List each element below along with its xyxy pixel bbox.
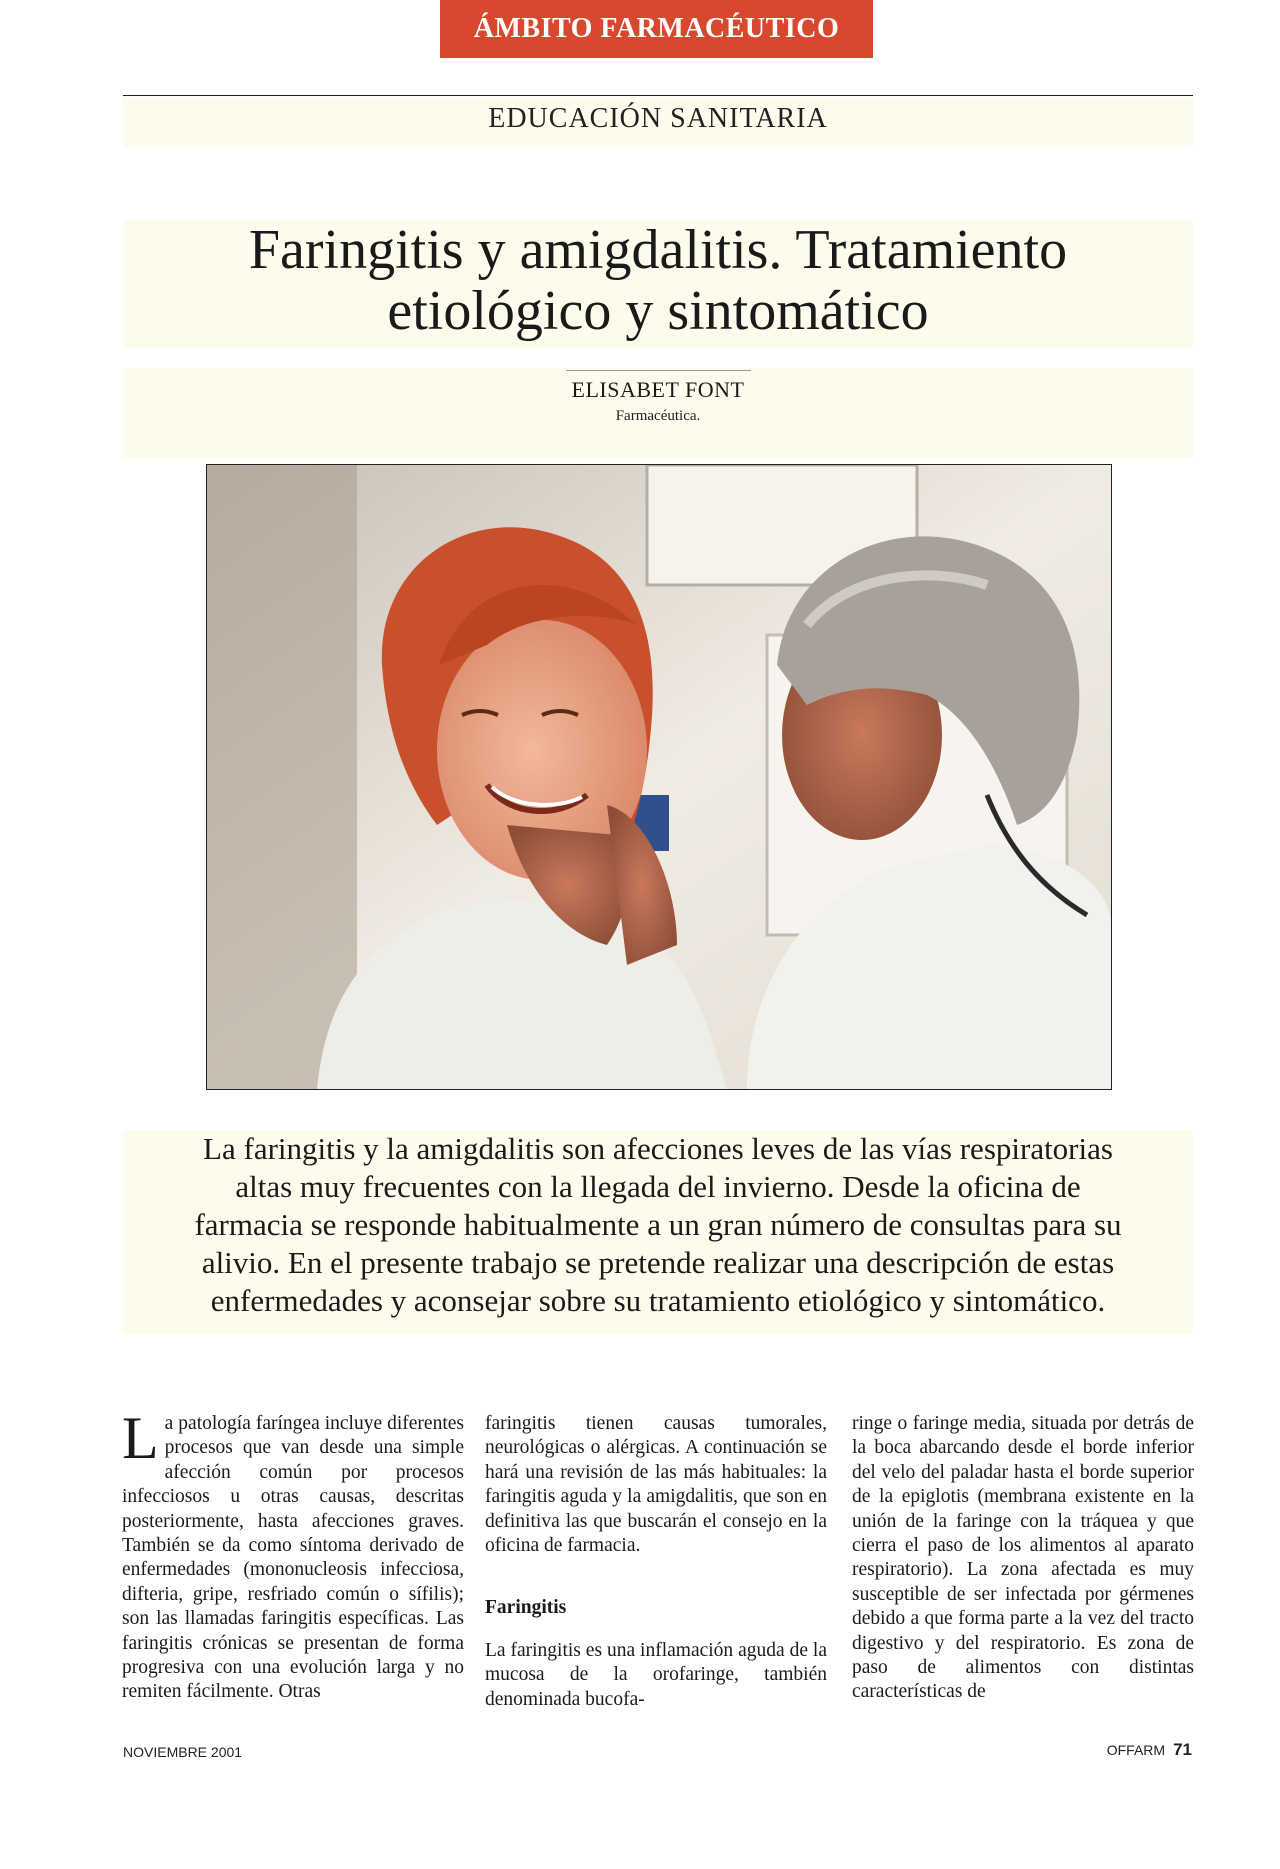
page-number: 71 <box>1173 1740 1192 1759</box>
body-column-1 <box>122 1405 464 1705</box>
body-paragraph-1 <box>122 1405 464 1705</box>
lead-line-1: La faringitis y la amigdalitis son afecciones leves de las vías respiratorias <box>203 1131 1113 1166</box>
dropcap: L <box>122 1405 159 1471</box>
body-column-3 <box>852 1412 1194 1705</box>
top-rule <box>123 95 1193 96</box>
article-title <box>123 220 1193 342</box>
section-kicker: EDUCACIÓN SANITARIA <box>123 97 1193 147</box>
body-paragraph-3: La faringitis es una inflamación aguda de la mucosa de la orofaringe, también denominada bucofa- <box>485 1639 827 1710</box>
journal-name: OFFARM <box>1106 1742 1166 1758</box>
photo-illustration <box>207 465 1111 1089</box>
footer-journal <box>1107 1740 1192 1760</box>
lead-band <box>123 1130 1193 1334</box>
body-column-2 <box>485 1412 827 1712</box>
author-name: ELISABET FONT <box>571 377 745 402</box>
lead-line-4: alivio. En el presente trabajo se pretende realizar una descripción de estas <box>201 1245 1115 1280</box>
lead-line-5: enfermedades y aconsejar sobre su tratamiento etiológico y sintomático. <box>210 1283 1106 1318</box>
lead-line-2: altas muy frecuentes con la llegada del invierno. Desde la oficina de <box>235 1169 1081 1204</box>
author-rule <box>566 370 751 371</box>
article-body <box>122 1405 1194 1724</box>
title-band <box>123 220 1193 348</box>
article-photo <box>206 464 1112 1090</box>
body-text-col1: a patología faríngea incluye diferentes procesos que van desde una simple afección común por procesos infecciosos u otras causas, descritas posteriormente, hasta afecciones graves. También se da como síntoma derivado de enfermedades (mononucleosis infecciosa, difteria, gripe, resfriado común o sífilis); son las llamadas faringitis específicas. Las faringitis crónicas se presentan de forma progresiva con una evolución larga y no remiten fácilmente. Otras <box>122 1413 464 1703</box>
body-paragraph-4: ringe o faringe media, situada por detrás de la boca abarcando desde el borde inferior del velo del paladar hasta el borde superior de la epiglotis (membrana existente en la unión de la faringe con la tráquea y que cierra el paso de los alimentos al aparato respiratorio). La zona afectada es muy susceptible de ser infectada por gérmenes debido a que forma parte a la vez del tracto digestivo y del respiratorio. Es zona de paso de alimentos con distintas características de <box>852 1413 1194 1703</box>
author-role: Farmacéutica. <box>615 408 701 424</box>
body-paragraph-2: faringitis tienen causas tumorales, neurológicas o alérgicas. A continuación se hará una revisión de las más habituales: la faringitis aguda y la amigdalitis, que son en definitiva las que buscarán el consejo en la oficina de farmacia. <box>485 1413 827 1557</box>
footer-date: NOVIEMBRE 2001 <box>123 1744 243 1760</box>
article-lead <box>123 1130 1193 1320</box>
title-line-1: Faringitis y amigdalitis. Tratamiento <box>248 219 1068 281</box>
subheading-faringitis: Faringitis <box>485 1597 567 1619</box>
lead-line-3: farmacia se responde habitualmente a un gran número de consultas para su <box>194 1207 1122 1242</box>
section-tab: ÁMBITO FARMACÉUTICO <box>440 0 873 58</box>
title-line-2: etiológico y sintomático <box>387 280 929 342</box>
author-band <box>123 368 1193 458</box>
